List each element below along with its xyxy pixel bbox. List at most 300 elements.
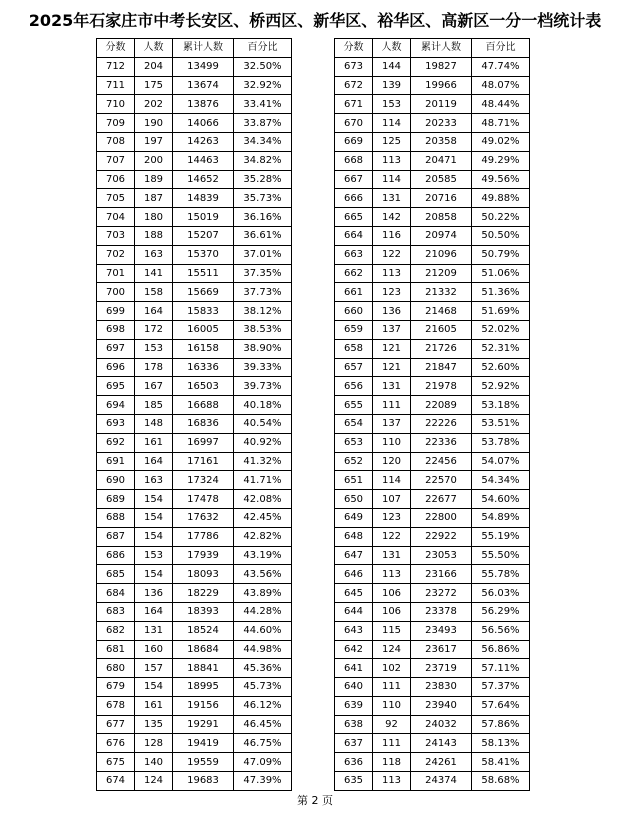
cell-count: 121 — [373, 339, 411, 358]
cell-score: 637 — [335, 734, 373, 753]
cell-percent: 48.71% — [472, 114, 530, 133]
cell-cumulative: 21332 — [411, 283, 472, 302]
cell-score: 674 — [97, 772, 135, 791]
cell-score: 687 — [97, 527, 135, 546]
table-row — [335, 396, 530, 415]
cell-cumulative: 16688 — [173, 396, 234, 415]
cell-cumulative: 20119 — [411, 95, 472, 114]
cell-cumulative: 21468 — [411, 302, 472, 321]
cell-cumulative: 23493 — [411, 621, 472, 640]
table-row — [335, 264, 530, 283]
table-row — [97, 264, 292, 283]
cell-percent: 35.28% — [234, 170, 292, 189]
cell-cumulative: 21847 — [411, 358, 472, 377]
cell-count: 137 — [373, 320, 411, 339]
cell-cumulative: 24032 — [411, 715, 472, 734]
cell-score: 669 — [335, 132, 373, 151]
cell-cumulative: 19966 — [411, 76, 472, 95]
table-row — [97, 621, 292, 640]
cell-score: 650 — [335, 490, 373, 509]
table-row — [335, 414, 530, 433]
cell-percent: 49.88% — [472, 189, 530, 208]
cell-cumulative: 16158 — [173, 339, 234, 358]
cell-count: 124 — [373, 640, 411, 659]
table-row — [335, 734, 530, 753]
cell-score: 692 — [97, 433, 135, 452]
cell-score: 709 — [97, 114, 135, 133]
cell-count: 131 — [135, 621, 173, 640]
cell-score: 690 — [97, 471, 135, 490]
table-row — [335, 659, 530, 678]
cell-cumulative: 22456 — [411, 452, 472, 471]
cell-score: 693 — [97, 414, 135, 433]
table-row — [97, 772, 292, 791]
table-row — [335, 696, 530, 715]
cell-percent: 47.39% — [234, 772, 292, 791]
table-row — [97, 302, 292, 321]
cell-cumulative: 20585 — [411, 170, 472, 189]
table-row — [97, 208, 292, 227]
table-row — [335, 95, 530, 114]
cell-score: 673 — [335, 57, 373, 76]
cell-percent: 51.69% — [472, 302, 530, 321]
cell-percent: 46.45% — [234, 715, 292, 734]
cell-count: 197 — [135, 132, 173, 151]
cell-percent: 57.64% — [472, 696, 530, 715]
table-row — [335, 584, 530, 603]
cell-cumulative: 16836 — [173, 414, 234, 433]
table-row — [97, 151, 292, 170]
cell-count: 153 — [135, 546, 173, 565]
cell-count: 142 — [373, 208, 411, 227]
cell-count: 141 — [135, 264, 173, 283]
cell-count: 164 — [135, 602, 173, 621]
page-number: 第 2 页 — [297, 794, 333, 807]
cell-score: 644 — [335, 602, 373, 621]
cell-percent: 53.51% — [472, 414, 530, 433]
cell-percent: 55.19% — [472, 527, 530, 546]
cell-score: 685 — [97, 565, 135, 584]
cell-percent: 52.60% — [472, 358, 530, 377]
cell-score: 684 — [97, 584, 135, 603]
cell-cumulative: 13876 — [173, 95, 234, 114]
cell-cumulative: 17161 — [173, 452, 234, 471]
cell-score: 676 — [97, 734, 135, 753]
cell-score: 668 — [335, 151, 373, 170]
cell-cumulative: 15833 — [173, 302, 234, 321]
cell-count: 167 — [135, 377, 173, 396]
cell-percent: 44.28% — [234, 602, 292, 621]
cell-score: 688 — [97, 508, 135, 527]
table-row — [97, 377, 292, 396]
score-table-right — [334, 38, 530, 791]
cell-score: 653 — [335, 433, 373, 452]
cell-percent: 53.18% — [472, 396, 530, 415]
cell-cumulative: 20471 — [411, 151, 472, 170]
cell-cumulative: 20233 — [411, 114, 472, 133]
table-row — [335, 527, 530, 546]
cell-percent: 49.29% — [472, 151, 530, 170]
cell-score: 706 — [97, 170, 135, 189]
header-cumulative: 累计人数 — [173, 39, 234, 58]
cell-score: 675 — [97, 753, 135, 772]
cell-cumulative: 23272 — [411, 584, 472, 603]
cell-count: 110 — [373, 433, 411, 452]
page-title: 2025年石家庄市中考长安区、桥西区、新华区、裕华区、高新区一分一档统计表 — [28, 11, 602, 30]
cell-percent: 33.41% — [234, 95, 292, 114]
cell-count: 114 — [373, 114, 411, 133]
cell-cumulative: 19559 — [173, 753, 234, 772]
cell-percent: 46.12% — [234, 696, 292, 715]
cell-percent: 58.13% — [472, 734, 530, 753]
cell-count: 200 — [135, 151, 173, 170]
cell-score: 677 — [97, 715, 135, 734]
cell-cumulative: 14066 — [173, 114, 234, 133]
cell-cumulative: 19683 — [173, 772, 234, 791]
table-row — [97, 602, 292, 621]
table-row — [97, 414, 292, 433]
table-row — [335, 490, 530, 509]
cell-score: 681 — [97, 640, 135, 659]
cell-cumulative: 18524 — [173, 621, 234, 640]
cell-score: 639 — [335, 696, 373, 715]
table-row — [97, 471, 292, 490]
cell-count: 178 — [135, 358, 173, 377]
cell-count: 161 — [135, 433, 173, 452]
table-row — [335, 621, 530, 640]
cell-score: 695 — [97, 377, 135, 396]
table-row — [335, 320, 530, 339]
cell-percent: 32.50% — [234, 57, 292, 76]
table-row — [335, 377, 530, 396]
table-row — [97, 753, 292, 772]
cell-percent: 36.16% — [234, 208, 292, 227]
cell-count: 123 — [373, 283, 411, 302]
cell-count: 131 — [373, 189, 411, 208]
cell-count: 116 — [373, 226, 411, 245]
cell-percent: 52.31% — [472, 339, 530, 358]
cell-cumulative: 23053 — [411, 546, 472, 565]
cell-cumulative: 23378 — [411, 602, 472, 621]
cell-score: 660 — [335, 302, 373, 321]
cell-score: 697 — [97, 339, 135, 358]
cell-cumulative: 23830 — [411, 678, 472, 697]
cell-count: 144 — [373, 57, 411, 76]
header-percent: 百分比 — [472, 39, 530, 58]
cell-percent: 37.35% — [234, 264, 292, 283]
cell-count: 113 — [373, 264, 411, 283]
header-cumulative: 累计人数 — [411, 39, 472, 58]
cell-percent: 33.87% — [234, 114, 292, 133]
cell-cumulative: 17632 — [173, 508, 234, 527]
cell-count: 154 — [135, 565, 173, 584]
cell-percent: 57.86% — [472, 715, 530, 734]
cell-cumulative: 22922 — [411, 527, 472, 546]
table-row — [335, 189, 530, 208]
table-row — [335, 471, 530, 490]
cell-count: 160 — [135, 640, 173, 659]
cell-count: 189 — [135, 170, 173, 189]
header-percent: 百分比 — [234, 39, 292, 58]
table-row — [335, 132, 530, 151]
table-row — [97, 527, 292, 546]
cell-count: 122 — [373, 527, 411, 546]
table-row — [97, 245, 292, 264]
cell-cumulative: 14839 — [173, 189, 234, 208]
cell-count: 110 — [373, 696, 411, 715]
cell-score: 708 — [97, 132, 135, 151]
cell-score: 666 — [335, 189, 373, 208]
table-row — [335, 772, 530, 791]
cell-percent: 40.54% — [234, 414, 292, 433]
cell-cumulative: 21978 — [411, 377, 472, 396]
cell-percent: 50.22% — [472, 208, 530, 227]
cell-score: 691 — [97, 452, 135, 471]
cell-cumulative: 23617 — [411, 640, 472, 659]
cell-score: 696 — [97, 358, 135, 377]
cell-count: 180 — [135, 208, 173, 227]
cell-score: 663 — [335, 245, 373, 264]
cell-count: 164 — [135, 302, 173, 321]
cell-score: 641 — [335, 659, 373, 678]
table-row — [97, 490, 292, 509]
cell-cumulative: 23940 — [411, 696, 472, 715]
table-row — [335, 302, 530, 321]
cell-cumulative: 17786 — [173, 527, 234, 546]
table-row — [97, 320, 292, 339]
header-score: 分数 — [97, 39, 135, 58]
cell-percent: 42.08% — [234, 490, 292, 509]
cell-cumulative: 15207 — [173, 226, 234, 245]
table-row — [97, 640, 292, 659]
cell-count: 123 — [373, 508, 411, 527]
cell-count: 113 — [373, 565, 411, 584]
cell-score: 651 — [335, 471, 373, 490]
cell-score: 698 — [97, 320, 135, 339]
table-row — [335, 76, 530, 95]
cell-score: 649 — [335, 508, 373, 527]
cell-percent: 41.71% — [234, 471, 292, 490]
cell-count: 106 — [373, 602, 411, 621]
cell-cumulative: 21096 — [411, 245, 472, 264]
cell-count: 111 — [373, 678, 411, 697]
cell-cumulative: 22677 — [411, 490, 472, 509]
cell-percent: 39.73% — [234, 377, 292, 396]
cell-count: 172 — [135, 320, 173, 339]
cell-count: 136 — [135, 584, 173, 603]
table-row — [335, 602, 530, 621]
cell-cumulative: 18393 — [173, 602, 234, 621]
cell-percent: 49.56% — [472, 170, 530, 189]
cell-percent: 51.36% — [472, 283, 530, 302]
cell-percent: 54.89% — [472, 508, 530, 527]
cell-percent: 37.01% — [234, 245, 292, 264]
cell-cumulative: 16997 — [173, 433, 234, 452]
cell-count: 154 — [135, 490, 173, 509]
cell-count: 111 — [373, 396, 411, 415]
cell-percent: 41.32% — [234, 452, 292, 471]
cell-cumulative: 23719 — [411, 659, 472, 678]
cell-cumulative: 20358 — [411, 132, 472, 151]
table-row — [97, 715, 292, 734]
cell-score: 672 — [335, 76, 373, 95]
cell-cumulative: 17324 — [173, 471, 234, 490]
table-row — [335, 283, 530, 302]
table-row — [97, 584, 292, 603]
cell-percent: 42.45% — [234, 508, 292, 527]
cell-cumulative: 15019 — [173, 208, 234, 227]
cell-cumulative: 19827 — [411, 57, 472, 76]
cell-score: 643 — [335, 621, 373, 640]
table-row — [335, 151, 530, 170]
cell-score: 642 — [335, 640, 373, 659]
cell-percent: 52.02% — [472, 320, 530, 339]
cell-count: 175 — [135, 76, 173, 95]
cell-count: 140 — [135, 753, 173, 772]
cell-score: 704 — [97, 208, 135, 227]
cell-score: 689 — [97, 490, 135, 509]
table-row — [97, 452, 292, 471]
cell-percent: 57.37% — [472, 678, 530, 697]
cell-score: 707 — [97, 151, 135, 170]
cell-count: 135 — [135, 715, 173, 734]
cell-cumulative: 22336 — [411, 433, 472, 452]
cell-score: 640 — [335, 678, 373, 697]
cell-score: 683 — [97, 602, 135, 621]
score-table-left — [96, 38, 292, 791]
table-row — [335, 753, 530, 772]
cell-percent: 55.50% — [472, 546, 530, 565]
cell-percent: 52.92% — [472, 377, 530, 396]
cell-cumulative: 13674 — [173, 76, 234, 95]
cell-score: 658 — [335, 339, 373, 358]
cell-cumulative: 19156 — [173, 696, 234, 715]
table-row — [335, 358, 530, 377]
cell-count: 128 — [135, 734, 173, 753]
cell-percent: 48.44% — [472, 95, 530, 114]
cell-count: 125 — [373, 132, 411, 151]
cell-percent: 53.78% — [472, 433, 530, 452]
cell-score: 679 — [97, 678, 135, 697]
table-row — [97, 95, 292, 114]
cell-score: 638 — [335, 715, 373, 734]
cell-count: 148 — [135, 414, 173, 433]
cell-score: 682 — [97, 621, 135, 640]
table-row — [97, 132, 292, 151]
cell-score: 710 — [97, 95, 135, 114]
cell-percent: 58.41% — [472, 753, 530, 772]
cell-score: 699 — [97, 302, 135, 321]
cell-count: 106 — [373, 584, 411, 603]
table-header-row — [97, 39, 292, 58]
cell-cumulative: 14263 — [173, 132, 234, 151]
cell-score: 652 — [335, 452, 373, 471]
cell-score: 703 — [97, 226, 135, 245]
cell-count: 158 — [135, 283, 173, 302]
cell-count: 185 — [135, 396, 173, 415]
table-row — [335, 245, 530, 264]
cell-cumulative: 23166 — [411, 565, 472, 584]
table-row — [97, 734, 292, 753]
cell-score: 694 — [97, 396, 135, 415]
table-row — [97, 57, 292, 76]
cell-percent: 37.73% — [234, 283, 292, 302]
cell-score: 686 — [97, 546, 135, 565]
table-row — [97, 396, 292, 415]
cell-score: 664 — [335, 226, 373, 245]
cell-cumulative: 22570 — [411, 471, 472, 490]
cell-score: 671 — [335, 95, 373, 114]
cell-score: 646 — [335, 565, 373, 584]
cell-count: 102 — [373, 659, 411, 678]
cell-percent: 43.19% — [234, 546, 292, 565]
cell-score: 670 — [335, 114, 373, 133]
cell-percent: 42.82% — [234, 527, 292, 546]
cell-count: 124 — [135, 772, 173, 791]
table-row — [97, 678, 292, 697]
table-row — [335, 433, 530, 452]
cell-count: 113 — [373, 151, 411, 170]
cell-count: 164 — [135, 452, 173, 471]
table-header-row — [335, 39, 530, 58]
cell-score: 678 — [97, 696, 135, 715]
cell-score: 659 — [335, 320, 373, 339]
cell-percent: 45.73% — [234, 678, 292, 697]
cell-cumulative: 18995 — [173, 678, 234, 697]
table-row — [97, 565, 292, 584]
cell-cumulative: 18684 — [173, 640, 234, 659]
cell-count: 115 — [373, 621, 411, 640]
cell-cumulative: 18093 — [173, 565, 234, 584]
cell-score: 711 — [97, 76, 135, 95]
cell-score: 680 — [97, 659, 135, 678]
cell-percent: 39.33% — [234, 358, 292, 377]
cell-percent: 57.11% — [472, 659, 530, 678]
header-score: 分数 — [335, 39, 373, 58]
cell-score: 661 — [335, 283, 373, 302]
cell-count: 204 — [135, 57, 173, 76]
cell-score: 645 — [335, 584, 373, 603]
cell-score: 701 — [97, 264, 135, 283]
cell-count: 131 — [373, 377, 411, 396]
cell-cumulative: 14463 — [173, 151, 234, 170]
cell-cumulative: 14652 — [173, 170, 234, 189]
cell-percent: 43.89% — [234, 584, 292, 603]
cell-cumulative: 24261 — [411, 753, 472, 772]
cell-cumulative: 18841 — [173, 659, 234, 678]
cell-percent: 35.73% — [234, 189, 292, 208]
cell-score: 635 — [335, 772, 373, 791]
cell-count: 163 — [135, 245, 173, 264]
table-row — [335, 57, 530, 76]
cell-count: 92 — [373, 715, 411, 734]
cell-count: 139 — [373, 76, 411, 95]
table-row — [335, 114, 530, 133]
cell-score: 700 — [97, 283, 135, 302]
cell-percent: 56.86% — [472, 640, 530, 659]
cell-count: 161 — [135, 696, 173, 715]
table-row — [97, 170, 292, 189]
cell-percent: 46.75% — [234, 734, 292, 753]
cell-percent: 38.12% — [234, 302, 292, 321]
table-row — [97, 189, 292, 208]
cell-cumulative: 20716 — [411, 189, 472, 208]
cell-score: 655 — [335, 396, 373, 415]
cell-score: 712 — [97, 57, 135, 76]
cell-cumulative: 22800 — [411, 508, 472, 527]
cell-percent: 38.53% — [234, 320, 292, 339]
cell-count: 153 — [373, 95, 411, 114]
